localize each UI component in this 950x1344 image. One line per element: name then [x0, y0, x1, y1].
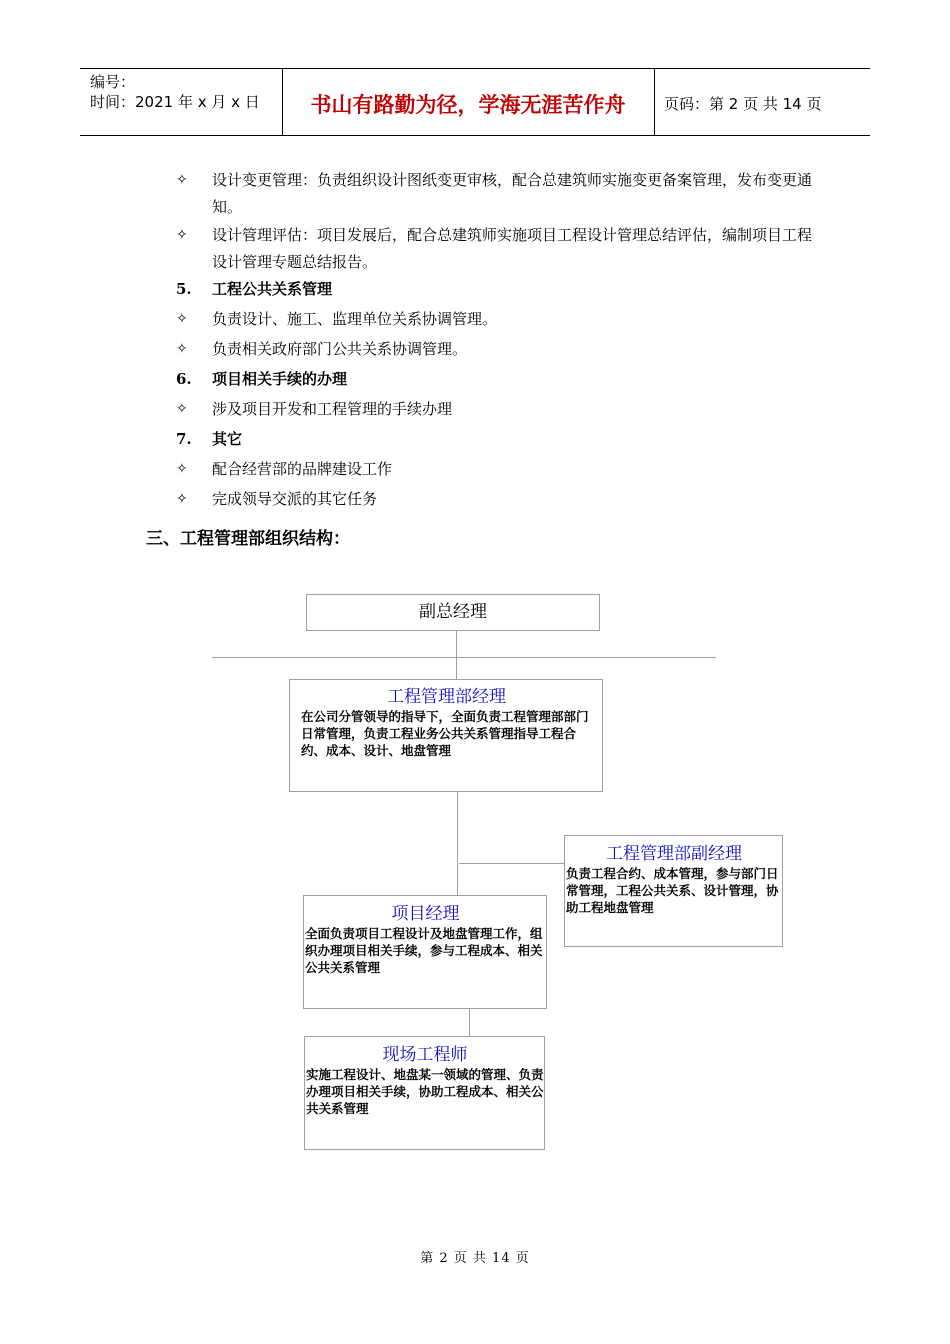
list-item-text: 负责设计、施工、监理单位关系协调管理。: [212, 310, 498, 328]
org-box-manager: [289, 679, 603, 792]
org-title-vp: 副总经理: [419, 602, 487, 622]
heading-text: 其它: [212, 430, 243, 448]
diamond-bullet-icon: ✧: [176, 172, 188, 188]
org-desc-deputy: 负责工程合约、成本管理，参与部门日常管理，工程公共关系、设计管理，协助工程地盘管理: [566, 866, 779, 915]
heading-number: 6.: [176, 370, 192, 388]
org-title-deputy: 工程管理部副经理: [606, 844, 742, 864]
org-title-manager: 工程管理部经理: [387, 687, 506, 707]
header-date: 时间：2021 年 x 月 x 日: [90, 93, 260, 111]
org-box-deputy: [564, 835, 783, 947]
connector-to-deputy: [459, 863, 565, 864]
list-item-text: 设计变更管理：负责组织设计图纸变更审核，配合总建筑师实施变更备案管理，发布变更通知。: [212, 171, 813, 216]
org-desc-pm: 全面负责项目工程设计及地盘管理工作，组织办理项目相关手续，参与工程成本、相关公共关系管理: [305, 926, 543, 975]
header-number: 编号：: [90, 73, 136, 91]
org-box-engineer: [304, 1036, 545, 1150]
org-desc-manager: 在公司分管领导的指导下，全面负责工程管理部部门日常管理，负责工程业务公共关系管理指导工程合约、成本、设计、地盘管理: [301, 709, 589, 758]
org-box-vp: [306, 594, 600, 631]
connector-horizontal-rule: [212, 657, 716, 658]
header-top-rule: [80, 68, 870, 69]
diamond-bullet-icon: ✧: [176, 461, 188, 477]
header-motto: 书山有路勤为径，学海无涯苦作舟: [310, 93, 626, 117]
list-item-text: 完成领导交派的其它任务: [212, 490, 378, 508]
header-divider-right: [654, 68, 655, 136]
org-title-engineer: 现场工程师: [382, 1045, 468, 1065]
org-desc-engineer: 实施工程设计、地盘某一领域的管理、负责办理项目相关手续，协助工程成本、相关公共关系管理: [306, 1067, 544, 1116]
connector-manager-down: [457, 791, 458, 896]
list-item: [176, 486, 836, 514]
section-title: 三、工程管理部组织结构：: [146, 529, 350, 549]
diamond-bullet-icon: ✧: [176, 401, 188, 417]
org-title-pm: 项目经理: [391, 904, 460, 924]
page-footer: 第 2 页 共 14 页: [420, 1251, 530, 1266]
list-item: [176, 222, 836, 278]
heading-text: 项目相关手续的办理: [212, 370, 348, 388]
subsection-heading: [176, 366, 347, 393]
list-item-text: 配合经营部的品牌建设工作: [212, 460, 393, 478]
header-bottom-rule: [80, 135, 870, 136]
heading-text: 工程公共关系管理: [212, 280, 333, 298]
list-item-text: 负责相关政府部门公共关系协调管理。: [212, 340, 468, 358]
diamond-bullet-icon: ✧: [176, 311, 188, 327]
connector-vp-down: [456, 630, 457, 680]
list-item-text: 设计管理评估：项目发展后，配合总建筑师实施项目工程设计管理总结评估，编制项目工程设计管理专题总结报告。: [212, 226, 813, 271]
list-item: [176, 167, 836, 223]
diamond-bullet-icon: ✧: [176, 227, 188, 243]
connector-pm-down: [469, 1008, 470, 1037]
list-item: [176, 456, 836, 484]
header-page-info: 页码：第 2 页 共 14 页: [664, 95, 822, 113]
diamond-bullet-icon: ✧: [176, 491, 188, 507]
list-item: [176, 306, 836, 334]
heading-number: 7.: [176, 430, 192, 448]
subsection-heading: [176, 276, 332, 303]
list-item-text: 涉及项目开发和工程管理的手续办理: [212, 400, 453, 418]
heading-number: 5.: [176, 280, 192, 298]
list-item: [176, 336, 836, 364]
org-box-pm: [303, 895, 547, 1009]
subsection-heading: [176, 426, 242, 453]
list-item: [176, 396, 836, 424]
diamond-bullet-icon: ✧: [176, 341, 188, 357]
